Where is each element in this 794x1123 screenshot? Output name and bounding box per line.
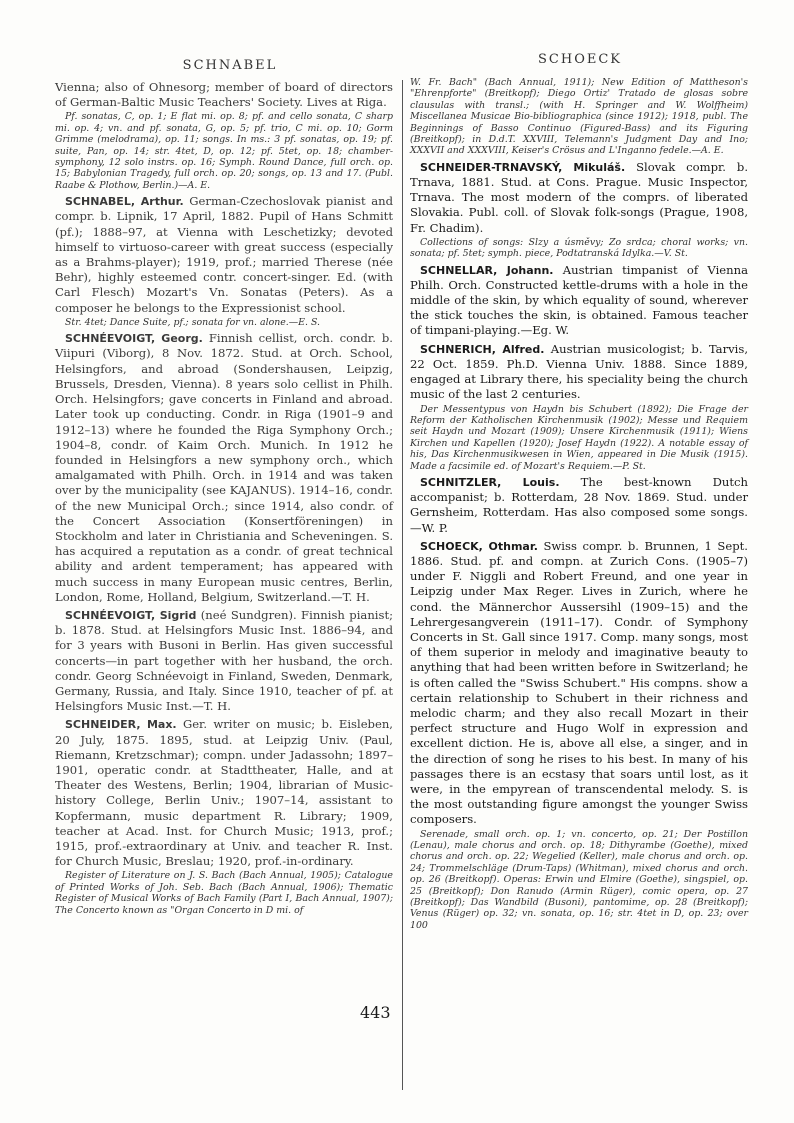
entry-body: Austrian musicologist; b. Tarvis, 22 Oct. 1859. Ph.D. Vienna Univ. 1888. Since 1889, engaged at Library there, his speciality being the church music of the last 2 centuries. bbox=[410, 341, 749, 402]
entry-notes: Pf. sonatas, C, op. 1; E flat mi. op. 8; pf. and cello sonata, C sharp mi. op. 4; vn. and pf. sonata, G, op. 5; pf. trio, C mi. op. 10; Gorm Grimme (melodrama), op. 11; songs. In ms.: 3 pf. sonatas, op. 19; pf. suite, Pan, op. 14; str. 4tet, D, op. 12; pf. 5tet, op. 18; chamber-symphony, 12 solo instrs. op. 16; Symph. Round Dance, full orch. op. 15; Babylonian Tragedy, full orch. op. 20; songs, op. 13 and 17. (Publ. Raabe & Plothow, Berlin.)—A. E. bbox=[55, 111, 393, 191]
dictionary-entry bbox=[410, 160, 748, 260]
dictionary-entry bbox=[410, 539, 748, 932]
entry-body: Ger. writer on music; b. Eisleben, 20 July, 1875. 1895, stud. at Leipzig Univ. (Paul, Riemann, Kretzschmar); compn. under Jadassohn; 1897–1901, operatic condr. at Stadttheater, Halle, and at Theater des Westens, Berlin; 1904, librarian of Music-history College, Berlin Univ.; 1907–14, assistant to Kopfermann, music department R. Library; 1909, teacher at Acad. Inst. for Church Music; 1913, prof.; 1915, prof.-extraordinary at Univ. and teacher R. Inst. for Church Music, Breslau; 1920, prof.-in-ordinary. bbox=[55, 717, 393, 869]
entry-headword: SCHNELLAR, Johann. bbox=[420, 263, 554, 277]
dictionary-entry bbox=[410, 342, 748, 472]
right-column bbox=[410, 76, 748, 934]
continued-entry bbox=[410, 77, 748, 157]
entry-notes: Str. 4tet; Dance Suite, pf.; sonata for vn. alone.—E. S. bbox=[65, 316, 321, 328]
dictionary-entry bbox=[55, 717, 393, 916]
running-head-left: SCHNABEL bbox=[182, 58, 278, 73]
dictionary-entry bbox=[55, 331, 393, 605]
entry-body: Austrian timpanist of Vienna Philh. Orch. Constructed kettle-drums with a hole in the middle of the skin, by which equality of sound, wherever the stick touches the skin, is obtained. Famous teacher of timpani-playing.—Eg. W. bbox=[410, 262, 749, 338]
entry-body: (neé Sundgren). Finnish pianist; b. 1878. Stud. at Helsingfors Music Inst. 1886–94, and for 3 years with Busoni in Berlin. Has given successful concerts—in part together with her husband, the orch. condr. Georg Schnéevoigt in Finland, Sweden, Denmark, Germany, Russia, and Italy. Since 1910, teacher of pf. at Helsingfors Music Inst.—T. H. bbox=[55, 607, 394, 714]
dictionary-entry bbox=[410, 263, 748, 339]
entry-notes: Serenade, small orch. op. 1; vn. concerto, op. 21; Der Postillon (Lenau), male chorus and orch. op. 18; Dithyrambe (Goethe), mixed chorus and orch. op. 22; Wegelied (Keller), male chorus and orch. op. 24; Trommelschläge (Drum-Taps) (Whitman), mixed chorus and orch. op. 26 (Breitkopf). Operas: Erwin und Elmire (Goethe), singspiel, op. 25 (Breitkopf); Don Ranudo (Armin Rüger), comic opera, op. 27 (Breitkopf); Das Wandbild (Busoni), pantomime, op. 28 (Breitkopf); Venus (Rüger) op. 32; vn. sonata, op. 16; str. 4tet in D, op. 23; over 100 bbox=[410, 828, 748, 931]
left-column bbox=[55, 80, 393, 919]
column-divider bbox=[402, 80, 403, 1090]
entry-headword: SCHNERICH, Alfred. bbox=[420, 342, 545, 356]
running-head-right: SCHOECK bbox=[538, 52, 622, 67]
entry-body: German-Czechoslovak pianist and compr. b. Lipnik, 17 April, 1882. Pupil of Hans Schmitt (pf.); 1888–97, at Vienna with Leschetizky; devoted himself to virtuoso-career with great success (especially as a Brahms-player); 1919, prof.; married Therese (née Behr), highly esteemed contr. concert-singer. Ed. (with Carl Flesch) Mozart's Vn. Sonatas (Peters). As a composer he belongs to the Expressionist school. bbox=[55, 194, 394, 315]
entry-notes: Register of Literature on J. S. Bach (Bach Annual, 1905); Catalogue of Printed Works of Joh. Seb. Bach (Bach Annual, 1906); Thematic Register of Musical Works of Bach Family (Part I, Bach Annual, 1907); The Concerto known as "Organ Concerto in D mi. of bbox=[55, 870, 393, 916]
entry-headword: SCHNABEL, Arthur. bbox=[65, 195, 184, 209]
entry-body: Finnish cellist, orch. condr. b. Viipuri (Viborg), 8 Nov. 1872. Stud. at Orch. School, Helsingfors, and abroad (Sondershausen, Leipzig, Brussels, Dresden, Vienna). 8 years solo cellist in Philh. Orch. Helsingfors; gave concerts in Finland and abroad. Later took up conducting. Condr. in Riga (1901–9 and 1912–13) where he founded the Riga Symphony Orch.; 1904–8, condr. of Kaim Orch. Munich. In 1912 he founded in Helsingfors a new symphony orch., which amalgamated with Philh. Orch. in 1914 and was taken over by the municipality (see KAJANUS). 1914–16, condr. of the new Municipal Orch.; since 1914, also condr. of the Concert Association (Konsertföreningen) in Stockholm and later in Christiania and Scheveningen. S. has acquired a reputation as a condr. of great technical ability and ardent temperament; has appeared with much success in many European music centres, Berlin, London, Rome, Holland, Belgium, Switzerland.—T. H. bbox=[55, 331, 393, 604]
entry-notes: Der Messentypus von Haydn bis Schubert (1892); Die Frage der Reform der Katholischen Kirchenmusik (1902); Messe und Requiem seit Haydn und Mozart (1909); Unsere Kirchenmusik (1911); Wiens Kirchen und Kapellen (1920); Josef Haydn (1922). A notable essay of his, Das Kirchenmusikwesen in Wien, appeared in Die Musik (1915). Made a facsimile ed. of Mozart's Requiem.—P. St. bbox=[410, 403, 748, 472]
dictionary-entry bbox=[55, 608, 393, 714]
dictionary-entry bbox=[410, 475, 748, 536]
entry-body: Slovak compr. b. Trnava, 1881. Stud. at Cons. Prague. Music Inspector, Trnava. The most modern of the comprs. of liberated Slovakia. Publ. coll. of Slovak folk-songs (Prague, 1908, Fr. Chadim). bbox=[410, 159, 749, 235]
entry-headword: SCHNÉEVOIGT, Georg. bbox=[65, 332, 203, 346]
entry-body: The best-known Dutch accompanist; b. Rotterdam, 28 Nov. 1869. Stud. under Gernsheim, Rotterdam. Has also composed some songs.—W. P. bbox=[410, 474, 748, 535]
entry-body: Vienna; also of Ohnesorg; member of board of directors of German-Baltic Music Teachers' Society. Lives at Riga. bbox=[55, 80, 393, 110]
page-number: 443 bbox=[360, 1003, 391, 1022]
dictionary-entry bbox=[55, 194, 393, 328]
entry-body: Swiss compr. b. Brunnen, 1 Sept. 1886. Stud. pf. and compn. at Zurich Cons. (1905–7) under F. Niggli and Robert Freund, and one year in Leipzig under Max Reger. Lives in Zurich, where he cond. the Männerchor Aussersihl (1909–15) and the Lehrergesangverein (1911–17). Condr. of Symphony Concerts in St. Gall since 1917. Comp. many songs, most of them superior in melody and imaginative beauty to anything that had been written before in Switzerland; he is often called the "Swiss Schubert." His compns. show a certain relationship to Schubert in their richness and melodic charm; and they also recall Mozart in their perfect structure and Hugo Wolf in expression and excellent diction. He is, above all else, a singer, and in the direction of song he rises to his best. In many of his passages there is an ecstasy that soars until lost, as it were, in the empyrean of transcendental melody. S. is the most outstanding figure amongst the younger Swiss composers. bbox=[410, 538, 748, 827]
entry-headword: SCHNITZLER, Louis. bbox=[420, 475, 560, 489]
continued-entry bbox=[55, 80, 393, 191]
entry-headword: SCHNEIDER-TRNAVSKÝ, Mikuláš. bbox=[420, 160, 626, 174]
entry-headword: SCHOECK, Othmar. bbox=[420, 539, 538, 553]
entry-headword: SCHNEIDER, Max. bbox=[65, 718, 177, 732]
entry-headword: SCHNÉEVOIGT, Sigrid bbox=[65, 608, 197, 622]
entry-notes: Collections of songs: Slzy a úsměvy; Zo srdca; choral works; vn. sonata; pf. 5tet; symph. piece, Podtatranská Idylka.—V. St. bbox=[410, 236, 748, 260]
entry-notes: W. Fr. Bach" (Bach Annual, 1911); New Edition of Mattheson's "Ehrenpforte" (Breitkopf); Diego Ortiz' Tratado de glosas sobre clausulas with transl.; (with H. Springer and W. Wolffheim) Miscellanea Musicae Bio-bibliographica (since 1912); 1918, publ. The Beginnings of Basso Continuo (Figured-Bass) and its Figuring (Breitkopf); in D.d.T. XXVIII, Telemann's Judgment Day and Ino; XXXVII and XXXVIII, Keiser's Crösus and L'Inganno fedele.—A. E. bbox=[410, 77, 748, 157]
